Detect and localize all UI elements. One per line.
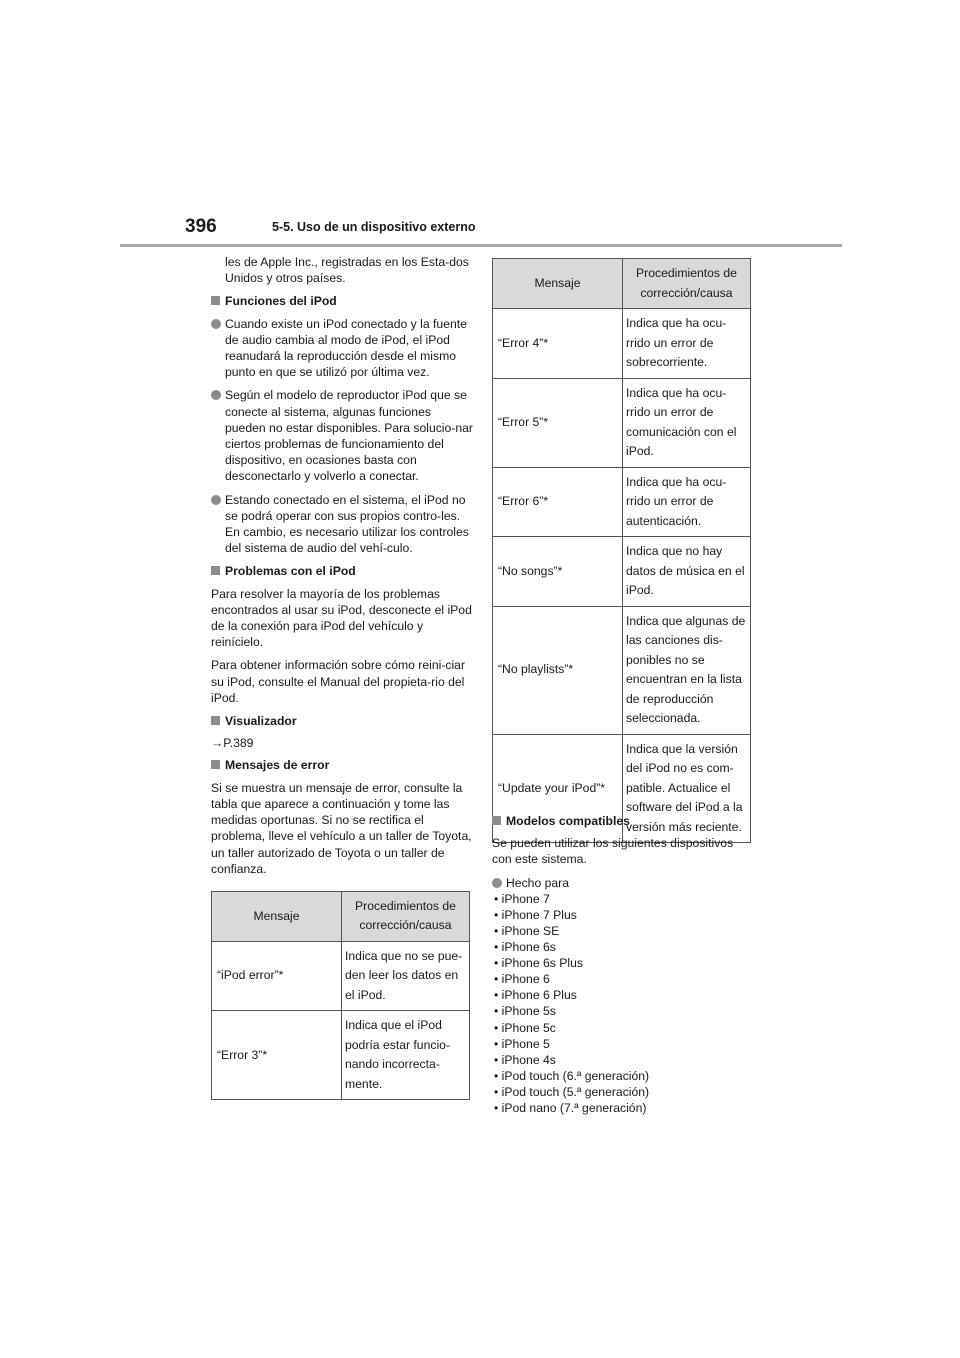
table-header-row [212,891,470,941]
table-row [493,537,751,607]
square-bullet-icon [211,716,220,725]
left-column [211,254,473,1100]
error-table-left [211,891,470,1101]
table-cell-message: “No playlists”* [493,606,623,734]
square-bullet-icon [211,296,220,305]
heading-mensajes: Mensajes de error [211,757,473,773]
heading-funciones: Funciones del iPod [211,293,473,309]
bullet-item: Según el modelo de reproductor iPod que se conecte al sistema, algunas funciones pueden no estar disponibles. Para solucio-nar ciertos problemas de funcionamiento del dispositivo, en ocasiones basta con desconectarlo y volverlo a conectar. [211,387,473,484]
list-item: • iPhone 6 Plus [494,988,577,1003]
list-item: • iPod nano (7.ª generación) [494,1101,647,1116]
table-row [493,309,751,379]
table-cell-description: Indica que ha ocu-rrido un error de sobrecorriente. [623,309,751,379]
table-cell-description: Indica que no se pue-den leer los datos en el iPod. [342,941,470,1011]
table-cell-description: Indica que no hay datos de música en el iPod. [623,537,751,607]
right-table-container [492,258,754,843]
mensajes-text: Si se muestra un mensaje de error, consulte la tabla que aparece a continuación y tome las medidas oportunas. Si no se rectifica el problema, lleve el vehículo a un taller de Toyota, un taller autorizado de Toyota o un taller de confianza. [211,780,472,876]
list-item: • iPhone 6 [494,972,550,987]
error-table-right [492,258,751,843]
table-cell-description: Indica que algunas de las canciones dis-ponibles no se encuentran en la lista de reproducción seleccionada. [623,606,751,734]
page-reference-link[interactable]: →P.389 [211,736,254,751]
circle-bullet-icon [211,495,221,505]
list-item: • iPhone 5c [494,1020,556,1035]
table-cell-message: “Error 3”* [212,1011,342,1100]
modelos-text: Se pueden utilizar los siguientes dispositivos con este sistema. [492,836,734,867]
bullet-item: Cuando existe un iPod conectado y la fuente de audio cambia al modo de iPod, el iPod reanudará la reproducción desde el mismo punto en que se utilizó por última vez. [211,316,473,381]
table-header-cell: Mensaje [212,891,342,941]
table-row [493,606,751,734]
page-number: 396 [185,216,217,237]
table-cell-message: “Error 5”* [493,378,623,467]
circle-bullet-icon [211,319,221,329]
table-cell-description: Indica que ha ocu-rrido un error de comunicación con el iPod. [623,378,751,467]
table-header-cell: Mensaje [493,259,623,309]
table-cell-message: “Update your iPod”* [493,734,623,843]
bullet-item: Hecho para [492,875,754,891]
table-cell-message: “No songs”* [493,537,623,607]
heading-modelos: Modelos compatibles [492,813,754,829]
list-item: • iPhone 6s Plus [494,956,583,971]
table-row [212,1011,470,1100]
heading-problemas: Problemas con el iPod [211,563,473,579]
table-cell-description: Indica que la versión del iPod no es com-patible. Actualice el software del iPod a la versión más reciente. [623,734,751,843]
list-item: • iPod touch (6.ª generación) [494,1068,650,1083]
list-item: • iPhone 5s [494,1004,556,1019]
heading-visualizador: Visualizador [211,713,473,729]
table-header-cell: Procedimientos de corrección/causa [342,891,470,941]
problemas-text-2: Para obtener información sobre cómo reini-ciar su iPod, consulte el Manual del propieta-rio del iPod. [211,658,466,705]
table-row [493,467,751,537]
table-header-row [493,259,751,309]
list-item: • iPod touch (5.ª generación) [494,1084,650,1099]
intro-text: les de Apple Inc., registradas en los Esta-dos Unidos y otros países. [225,255,469,286]
circle-bullet-icon [211,390,221,400]
circle-bullet-icon [492,878,502,888]
table-cell-message: “Error 6”* [493,467,623,537]
table-header-cell: Procedimientos de corrección/causa [623,259,751,309]
list-item: • iPhone SE [494,924,560,938]
device-list [492,891,754,1116]
modelos-section [492,813,754,1116]
section-title: 5-5. Uso de un dispositivo externo [272,220,476,234]
list-item: • iPhone 7 [494,891,550,906]
list-item: • iPhone 5 [494,1036,550,1051]
square-bullet-icon [211,566,220,575]
table-cell-message: “Error 4”* [493,309,623,379]
list-item: • iPhone 6s [494,940,556,955]
header-rule [120,244,842,247]
square-bullet-icon [492,816,501,825]
table-row [493,378,751,467]
table-cell-message: “iPod error”* [212,941,342,1011]
bullet-item: Estando conectado en el sistema, el iPod no se podrá operar con sus propios contro-les. En cambio, es necesario utilizar los controles del sistema de audio del vehí-culo. [211,492,473,557]
problemas-text-1: Para resolver la mayoría de los problemas encontrados al usar su iPod, desconecte el iPod de la conexión para iPod del vehículo y reinícielo. [211,586,472,650]
table-cell-description: Indica que el iPod podría estar funcio-nando incorrecta-mente. [342,1011,470,1100]
list-item: • iPhone 7 Plus [494,907,577,922]
table-row [212,941,470,1011]
list-item: • iPhone 4s [494,1052,556,1067]
square-bullet-icon [211,760,220,769]
table-cell-description: Indica que ha ocu-rrido un error de autenticación. [623,467,751,537]
